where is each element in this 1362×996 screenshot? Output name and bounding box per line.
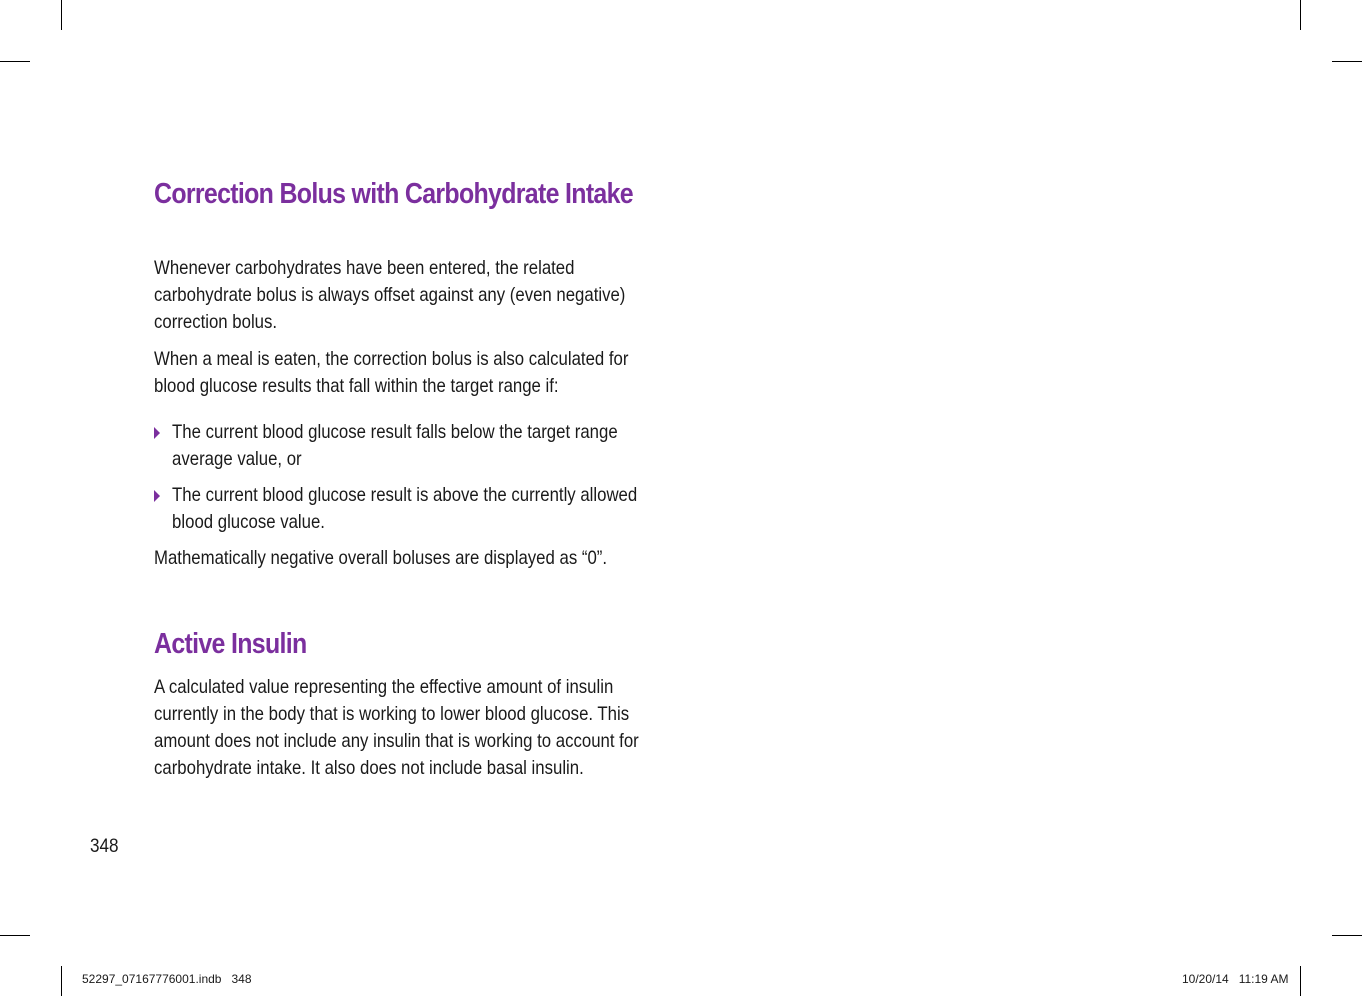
bullet-text-line: blood glucose value. bbox=[172, 511, 325, 533]
print-slug-date: 10/20/14 11:19 AM bbox=[1182, 972, 1289, 986]
section-heading-correction-bolus: Correction Bolus with Carbohydrate Intake bbox=[154, 178, 633, 210]
paragraph-active-insulin bbox=[154, 674, 670, 782]
print-slug-file: 52297_07167776001.indb 348 bbox=[82, 972, 252, 986]
paragraph-carbohydrate-offset bbox=[154, 255, 670, 336]
text-line: currently in the body that is working to lower blood glucose. This bbox=[154, 703, 630, 725]
bullet-text-line: The current blood glucose result falls below the target range bbox=[172, 421, 618, 443]
section-heading-active-insulin: Active Insulin bbox=[154, 628, 307, 660]
bullet-item-below-target bbox=[154, 419, 670, 473]
text-line: carbohydrate bolus is always offset against any (even negative) bbox=[154, 284, 626, 306]
bullet-arrow-icon bbox=[154, 490, 160, 502]
bullet-text-line: average value, or bbox=[172, 448, 302, 470]
bullet-arrow-icon bbox=[154, 427, 160, 439]
text-line: carbohydrate intake. It also does not include basal insulin. bbox=[154, 757, 584, 779]
crop-mark-bottom-left-h bbox=[0, 935, 30, 936]
crop-mark-bottom-right-v bbox=[1300, 966, 1301, 996]
text-line: A calculated value representing the effective amount of insulin bbox=[154, 676, 614, 698]
crop-mark-top-left-v bbox=[61, 0, 62, 30]
paragraph-meal-correction bbox=[154, 346, 670, 400]
page-number: 348 bbox=[90, 836, 119, 857]
bullet-item-above-allowed bbox=[154, 482, 670, 536]
paragraph-negative-boluses: Mathematically negative overall boluses are displayed as “0”. bbox=[154, 547, 608, 569]
bullet-text-line: The current blood glucose result is above the currently allowed bbox=[172, 484, 638, 506]
text-line: correction bolus. bbox=[154, 311, 278, 333]
crop-mark-bottom-left-v bbox=[61, 966, 62, 996]
text-line: When a meal is eaten, the correction bolus is also calculated for bbox=[154, 348, 629, 370]
crop-mark-top-right-h bbox=[1332, 61, 1362, 62]
crop-mark-bottom-right-h bbox=[1332, 935, 1362, 936]
text-line: amount does not include any insulin that is working to account for bbox=[154, 730, 639, 752]
text-line: blood glucose results that fall within the target range if: bbox=[154, 375, 559, 397]
crop-mark-top-left-h bbox=[0, 61, 30, 62]
crop-mark-top-right-v bbox=[1300, 0, 1301, 30]
text-line: Whenever carbohydrates have been entered, the related bbox=[154, 257, 575, 279]
